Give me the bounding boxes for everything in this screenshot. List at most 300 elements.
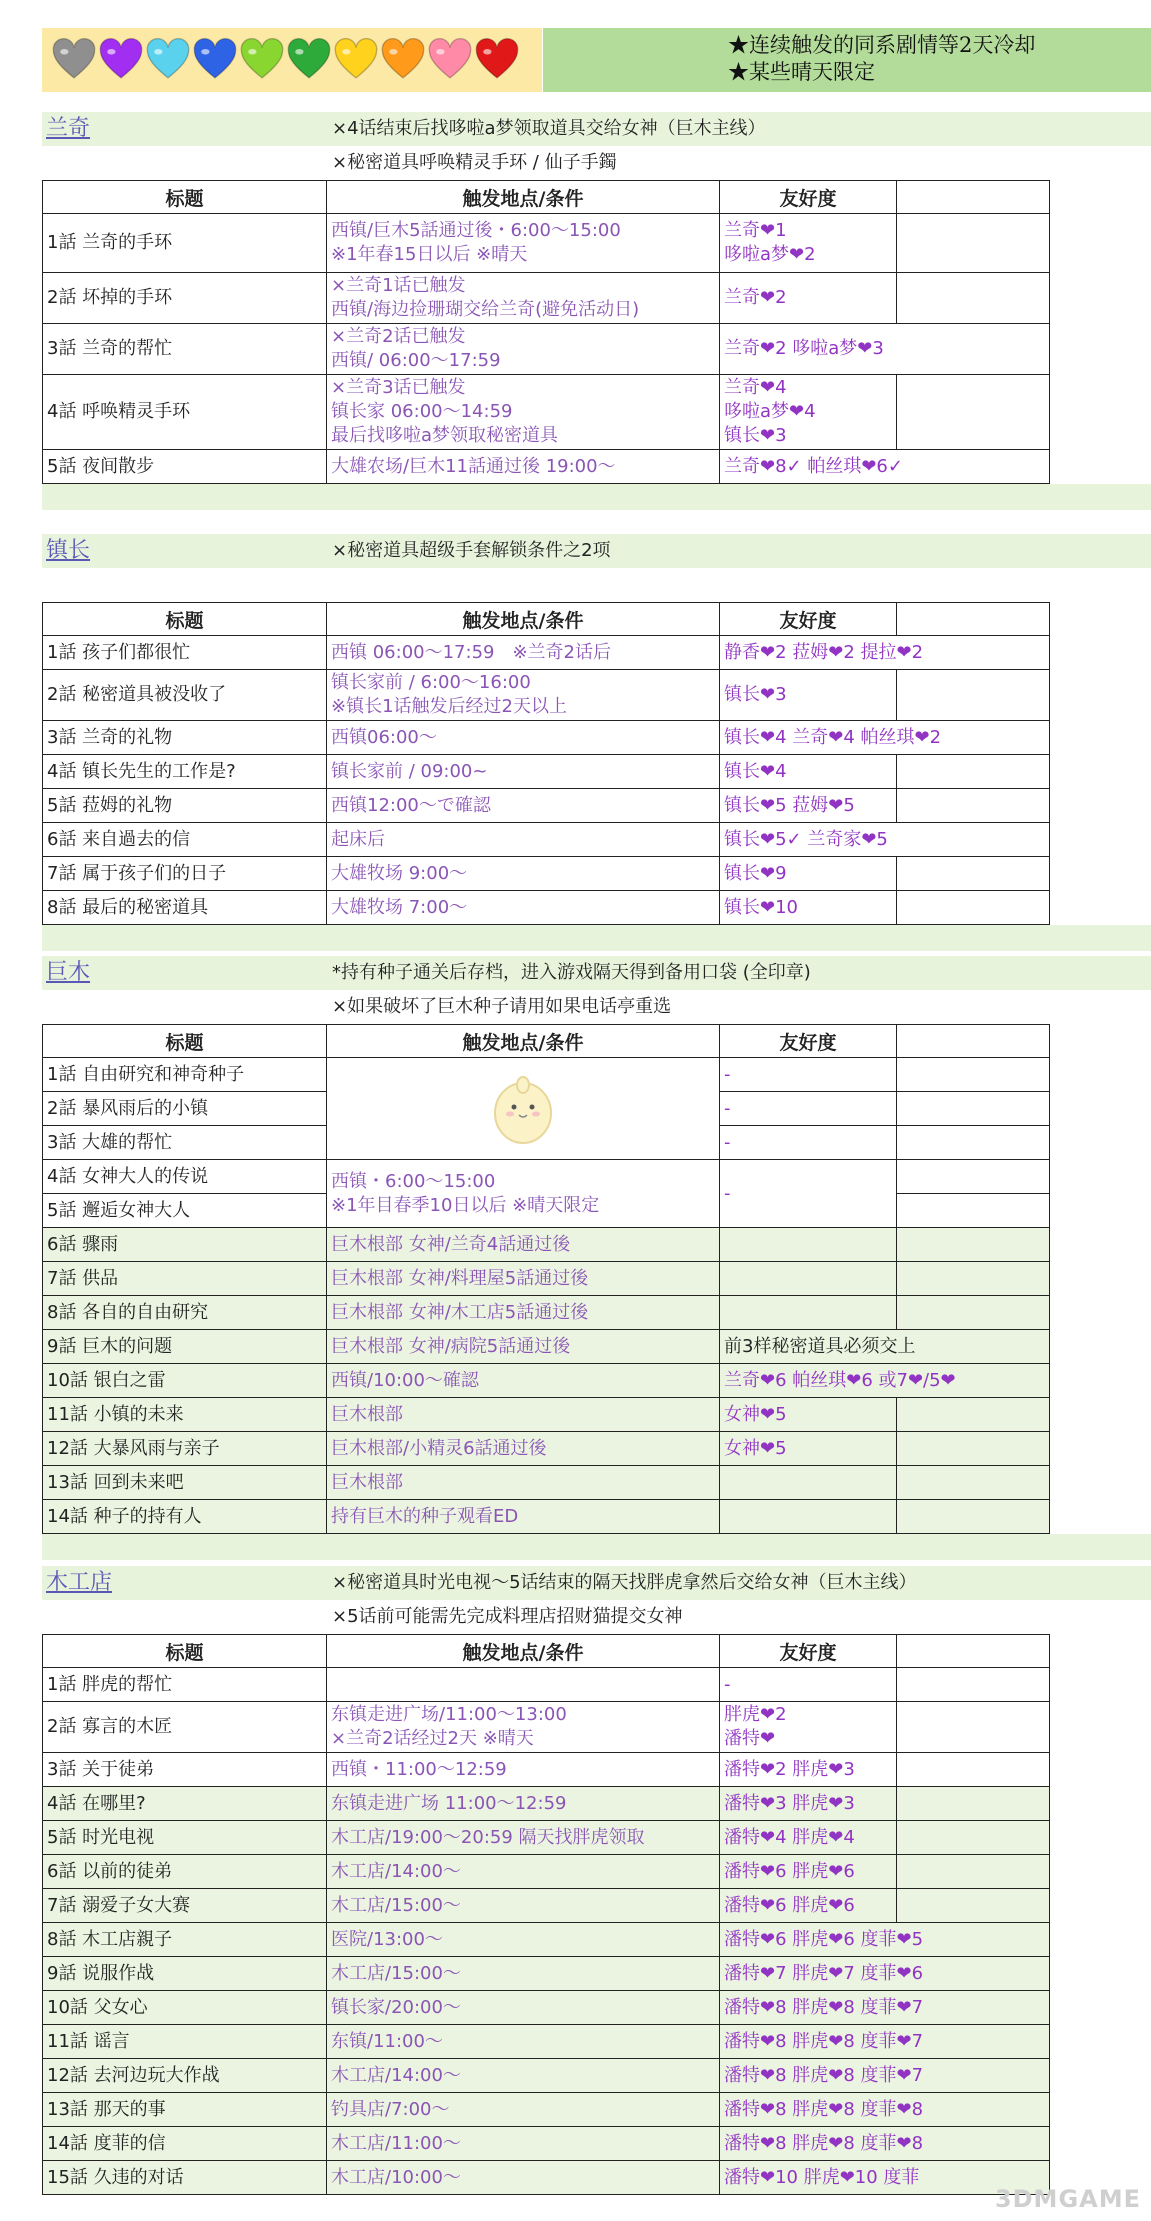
table-row <box>43 1923 1050 1957</box>
blank-cell <box>897 1126 1050 1160</box>
episode-condition <box>327 1821 720 1855</box>
cell-line: 镇长❤3 <box>724 425 787 446</box>
table-row <box>43 823 1050 857</box>
episode-friendship <box>720 1092 897 1126</box>
cell-line: 巨木根部 女神/病院5話通过後 <box>331 1335 571 1357</box>
section-note: *持有种子通关后存档，进入游戏隔天得到备用口袋 (全印章) <box>332 962 811 983</box>
episode-condition <box>327 2025 720 2059</box>
episode-friendship <box>720 214 897 273</box>
cell-line: 木工店/14:00～ <box>331 1860 461 1882</box>
episode-friendship <box>720 2025 1050 2059</box>
cooldown-notes <box>543 28 1151 92</box>
table-header-row <box>43 1025 1050 1058</box>
blank-cell <box>897 1262 1050 1296</box>
table-row <box>43 273 1050 324</box>
episode-title: 14話 种子的持有人 <box>43 1500 327 1534</box>
cell-line: 哆啦a梦❤2 <box>724 244 816 265</box>
cell-line: 潘特❤7 胖虎❤7 度菲❤6 <box>724 1962 924 1984</box>
header-blank <box>897 1635 1050 1668</box>
section-header <box>42 956 1151 1024</box>
episode-title: 7話 溺爱子女大赛 <box>43 1889 327 1923</box>
cell-line: 镇长家前 / 6:00～16:00 <box>331 672 531 693</box>
episode-condition <box>327 214 720 273</box>
table-header-row <box>43 603 1050 636</box>
episode-friendship <box>720 1855 897 1889</box>
cell-line: 镇长❤5 菈姆❤5 <box>724 794 855 816</box>
episode-condition <box>327 1787 720 1821</box>
blank-cell <box>897 1398 1050 1432</box>
cell-line: 潘特❤8 胖虎❤8 度菲❤7 <box>724 1996 924 2018</box>
header-condition: 触发地点/条件 <box>327 181 720 214</box>
blank-cell <box>897 1160 1050 1194</box>
episode-friendship <box>720 2127 1050 2161</box>
episode-title: 11話 小镇的未来 <box>43 1398 327 1432</box>
header-friendship: 友好度 <box>720 1025 897 1058</box>
episode-title: 4話 呼唤精灵手环 <box>43 375 327 450</box>
heart-icon <box>381 38 425 82</box>
episode-title: 12話 大暴风雨与亲子 <box>43 1432 327 1466</box>
episode-friendship <box>720 857 897 891</box>
cell-line: 兰奇❤1 <box>724 220 787 241</box>
cell-line: 西镇/巨木5話通过後・6:00～15:00 <box>331 220 621 241</box>
cell-line: 潘特❤3 胖虎❤3 <box>724 1792 855 1814</box>
table-row <box>43 1753 1050 1787</box>
episode-title: 4話 女神大人的传说 <box>43 1160 327 1194</box>
section-note: ×秘密道具呼唤精灵手环 / 仙子手鐲 <box>332 152 617 173</box>
episode-table <box>42 1024 1050 1534</box>
table-row <box>43 1398 1050 1432</box>
cell-line: 兰奇❤6 帕丝琪❤6 或7❤/5❤ <box>724 1369 956 1391</box>
episode-condition <box>327 1364 720 1398</box>
cell-line: 哆啦a梦❤4 <box>724 401 816 422</box>
table-row <box>43 2161 1050 2195</box>
section-title-link[interactable]: 木工店 <box>46 1570 113 1595</box>
table-row <box>43 375 1050 450</box>
episode-friendship <box>720 375 897 450</box>
cell-line: 镇长❤10 <box>724 896 798 918</box>
header-title: 标题 <box>43 1025 327 1058</box>
header-blank <box>897 1025 1050 1058</box>
cell-line: 巨木根部 女神/木工店5話通过後 <box>331 1301 589 1323</box>
table-row <box>43 2059 1050 2093</box>
table-row <box>43 1668 1050 1702</box>
blank-cell <box>897 214 1050 273</box>
episode-condition <box>327 1296 720 1330</box>
cell-line: - <box>724 1131 731 1153</box>
cell-line: 巨木根部/小精灵6話通过後 <box>331 1437 547 1459</box>
cell-line: - <box>724 1097 731 1119</box>
episode-friendship <box>720 755 897 789</box>
cell-line: 潘特❤10 胖虎❤10 度菲 <box>724 2166 920 2188</box>
table-row <box>43 1466 1050 1500</box>
episode-table <box>42 602 1050 925</box>
section-note: ×如果破坏了巨木种子请用如果电话亭重选 <box>332 996 672 1017</box>
table-row <box>43 789 1050 823</box>
heart-icon <box>287 38 331 82</box>
section-header <box>42 1566 1151 1634</box>
cell-line: 西镇・6:00～15:00 <box>331 1170 496 1192</box>
table-row <box>43 1821 1050 1855</box>
episode-condition <box>327 1753 720 1787</box>
cell-line: 西镇/海边捡珊瑚交给兰奇(避免活动日) <box>331 299 640 320</box>
header-friendship: 友好度 <box>720 1635 897 1668</box>
cell-line: 巨木根部 <box>331 1403 403 1425</box>
cell-line: 兰奇❤8✓ 帕丝琪❤6✓ <box>724 455 903 477</box>
episode-condition <box>327 1957 720 1991</box>
cell-line: 起床后 <box>331 828 385 850</box>
episode-condition <box>327 1262 720 1296</box>
table-row <box>43 324 1050 375</box>
episode-friendship <box>720 1668 897 1702</box>
blank-cell <box>897 670 1050 721</box>
cell-line: 钓具店/7:00～ <box>331 2098 450 2120</box>
cell-line: 胖虎❤2 <box>724 1704 787 1725</box>
episode-title: 5話 夜间散步 <box>43 450 327 484</box>
episode-friendship <box>720 1296 897 1330</box>
table-row <box>43 1058 1050 1092</box>
cell-line: 潘特❤8 胖虎❤8 度菲❤7 <box>724 2030 924 2052</box>
episode-friendship <box>720 1991 1050 2025</box>
episode-friendship <box>720 1398 897 1432</box>
blank-cell <box>897 375 1050 450</box>
blank-cell <box>897 857 1050 891</box>
episode-friendship <box>720 1889 897 1923</box>
table-row <box>43 450 1050 484</box>
section-header <box>42 112 1151 180</box>
episode-condition <box>327 857 720 891</box>
cell-line: 木工店/14:00～ <box>331 2064 461 2086</box>
section-spacer <box>42 925 1151 951</box>
episode-friendship <box>720 1160 897 1228</box>
cell-line: ※镇长1话触发后经过2天以上 <box>331 696 567 717</box>
episode-friendship <box>720 1753 897 1787</box>
cell-line: 潘特❤4 胖虎❤4 <box>724 1826 855 1848</box>
blank-cell <box>897 891 1050 925</box>
header-condition: 触发地点/条件 <box>327 603 720 636</box>
table-row <box>43 1702 1050 1753</box>
episode-title: 6話 来自過去的信 <box>43 823 327 857</box>
blank-cell <box>897 273 1050 324</box>
cell-line: 西镇・11:00～12:59 <box>331 1758 507 1780</box>
table-row <box>43 1364 1050 1398</box>
episode-title: 13話 那天的事 <box>43 2093 327 2127</box>
episode-condition <box>327 450 720 484</box>
heart-icon <box>99 38 143 82</box>
cell-line: 前3样秘密道具必须交上 <box>724 1335 916 1357</box>
section-spacer <box>42 484 1151 510</box>
cell-line: 潘特❤8 胖虎❤8 度菲❤7 <box>724 2064 924 2086</box>
cell-line: 潘特❤8 胖虎❤8 度菲❤8 <box>724 2132 924 2154</box>
table-row <box>43 1296 1050 1330</box>
episode-condition <box>327 1466 720 1500</box>
cell-line: ×兰奇2话已触发 <box>331 326 466 347</box>
cell-line: 西镇 06:00～17:59 ※兰奇2话后 <box>331 641 612 663</box>
episode-condition <box>327 2093 720 2127</box>
episode-friendship <box>720 2093 1050 2127</box>
episode-condition <box>327 324 720 375</box>
blank-cell <box>897 789 1050 823</box>
episode-title: 6話 骤雨 <box>43 1228 327 1262</box>
blank-cell <box>897 1228 1050 1262</box>
cell-line: ※1年目春季10日以后 ※晴天限定 <box>331 1194 600 1216</box>
episode-condition <box>327 1889 720 1923</box>
cell-line: 巨木根部 <box>331 1471 403 1493</box>
cell-line: 大雄牧场 7:00～ <box>331 896 468 918</box>
blank-cell <box>897 1787 1050 1821</box>
cell-line: 巨木根部 女神/兰奇4話通过後 <box>331 1233 571 1255</box>
cell-line: 潘特❤6 胖虎❤6 度菲❤5 <box>724 1928 924 1950</box>
episode-condition <box>327 1855 720 1889</box>
episode-friendship <box>720 273 897 324</box>
episode-title: 15話 久违的对话 <box>43 2161 327 2195</box>
episode-friendship <box>720 1957 1050 1991</box>
episode-friendship <box>720 1821 897 1855</box>
table-row <box>43 2025 1050 2059</box>
episode-friendship <box>720 1330 1050 1364</box>
episode-title: 4話 在哪里? <box>43 1787 327 1821</box>
cell-line: 潘特❤ <box>724 1728 776 1749</box>
cell-line: ×兰奇2话经过2天 ※晴天 <box>331 1728 534 1749</box>
cell-line: 兰奇❤4 <box>724 377 787 398</box>
cell-line: 镇长❤4 <box>724 760 787 782</box>
heart-icon <box>146 38 190 82</box>
blank-cell <box>897 1466 1050 1500</box>
table-row <box>43 1160 1050 1194</box>
cell-line: 潘特❤8 胖虎❤8 度菲❤8 <box>724 2098 924 2120</box>
header-title: 标题 <box>43 181 327 214</box>
episode-friendship <box>720 636 1050 670</box>
blank-cell <box>897 1296 1050 1330</box>
cell-line: 木工店/19:00～20:59 隔天找胖虎领取 <box>331 1826 645 1848</box>
cell-line: 潘特❤6 胖虎❤6 <box>724 1894 855 1916</box>
cell-line: 潘特❤2 胖虎❤3 <box>724 1758 855 1780</box>
episode-title: 2話 秘密道具被没收了 <box>43 670 327 721</box>
section-giant-tree <box>42 956 1151 1560</box>
episode-friendship <box>720 1228 897 1262</box>
header-condition: 触发地点/条件 <box>327 1025 720 1058</box>
section-title-link[interactable]: 巨木 <box>46 960 91 985</box>
table-row <box>43 636 1050 670</box>
cell-line: 西镇06:00～ <box>331 726 437 748</box>
heart-legend-strip <box>42 28 542 92</box>
episode-condition <box>327 1160 720 1228</box>
episode-friendship <box>720 1500 897 1534</box>
cell-line: ×兰奇3话已触发 <box>331 377 466 398</box>
section-note: ×秘密道具超级手套解锁条件之2项 <box>332 540 611 561</box>
blank-cell <box>897 755 1050 789</box>
episode-title: 3話 大雄的帮忙 <box>43 1126 327 1160</box>
blank-cell <box>897 1500 1050 1534</box>
table-row <box>43 1330 1050 1364</box>
table-row <box>43 1787 1050 1821</box>
episode-condition <box>327 891 720 925</box>
cell-line: 木工店/11:00～ <box>331 2132 461 2154</box>
heart-icon <box>193 38 237 82</box>
cell-line: 镇长家/20:00～ <box>331 1996 461 2018</box>
episode-friendship <box>720 721 1050 755</box>
section-title-link[interactable]: 兰奇 <box>46 116 91 141</box>
episode-condition <box>327 1668 720 1702</box>
cell-line: 木工店/15:00～ <box>331 1894 461 1916</box>
episode-title: 2話 寡言的木匠 <box>43 1702 327 1753</box>
episode-friendship <box>720 1466 897 1500</box>
episode-title: 10話 父女心 <box>43 1991 327 2025</box>
episode-condition <box>327 721 720 755</box>
cell-line: 巨木根部 女神/料理屋5話通过後 <box>331 1267 589 1289</box>
episode-condition <box>327 1500 720 1534</box>
table-row <box>43 1855 1050 1889</box>
mascot-cell <box>327 1058 720 1160</box>
mascot-icon <box>483 1069 563 1149</box>
watermark: 3DMGAME <box>994 2185 1141 2213</box>
episode-title: 13話 回到未来吧 <box>43 1466 327 1500</box>
cell-line: - <box>724 1063 731 1085</box>
episode-title: 7話 供品 <box>43 1262 327 1296</box>
header-friendship: 友好度 <box>720 603 897 636</box>
blank-cell <box>897 1058 1050 1092</box>
header-title: 标题 <box>43 1635 327 1668</box>
blank-cell <box>897 1702 1050 1753</box>
episode-title: 3話 兰奇的礼物 <box>43 721 327 755</box>
blank-cell <box>897 1855 1050 1889</box>
cell-line: 镇长❤4 兰奇❤4 帕丝琪❤2 <box>724 726 942 748</box>
cell-line: 木工店/15:00～ <box>331 1962 461 1984</box>
cell-line: 静香❤2 菈姆❤2 提拉❤2 <box>724 641 924 663</box>
cell-line: 西镇/10:00～確認 <box>331 1369 479 1391</box>
cell-line: 女神❤5 <box>724 1437 787 1459</box>
episode-title: 5話 菈姆的礼物 <box>43 789 327 823</box>
blank-cell <box>897 1668 1050 1702</box>
heart-icon <box>334 38 378 82</box>
episode-condition <box>327 1330 720 1364</box>
episode-friendship <box>720 450 1050 484</box>
episode-condition <box>327 1432 720 1466</box>
episode-condition <box>327 1702 720 1753</box>
episode-friendship <box>720 670 897 721</box>
cell-line: 木工店/10:00～ <box>331 2166 461 2188</box>
episode-condition <box>327 823 720 857</box>
table-row <box>43 1889 1050 1923</box>
header-condition: 触发地点/条件 <box>327 1635 720 1668</box>
episode-friendship <box>720 2059 1050 2093</box>
episode-title: 8話 最后的秘密道具 <box>43 891 327 925</box>
episode-title: 8話 木工店親子 <box>43 1923 327 1957</box>
cell-line: 东镇/11:00～ <box>331 2030 443 2052</box>
episode-friendship <box>720 891 897 925</box>
episode-condition <box>327 789 720 823</box>
episode-friendship <box>720 823 1050 857</box>
episode-title: 9話 巨木的问题 <box>43 1330 327 1364</box>
table-row <box>43 755 1050 789</box>
cell-line: 东镇走进广场 11:00～12:59 <box>331 1792 567 1814</box>
header-blank <box>897 603 1050 636</box>
episode-title: 11話 谣言 <box>43 2025 327 2059</box>
note-line: ★某些晴天限定 <box>728 60 875 84</box>
section-note: ×5话前可能需先完成料理店招财猫提交女神 <box>332 1606 683 1627</box>
cell-line: 潘特❤6 胖虎❤6 <box>724 1860 855 1882</box>
cell-line: 最后找哆啦a梦领取秘密道具 <box>331 425 559 446</box>
cell-line: 兰奇❤2 哆啦a梦❤3 <box>724 338 884 359</box>
cell-line: ×兰奇1话已触发 <box>331 275 466 296</box>
note-line: ★连续触发的同系剧情等2天冷却 <box>728 33 1036 57</box>
table-row <box>43 2127 1050 2161</box>
episode-title: 2話 坏掉的手环 <box>43 273 327 324</box>
blank-cell <box>897 1753 1050 1787</box>
header-friendship: 友好度 <box>720 181 897 214</box>
blank-cell <box>897 1092 1050 1126</box>
episode-condition <box>327 2127 720 2161</box>
blank-cell <box>897 1194 1050 1228</box>
episode-title: 5話 邂逅女神大人 <box>43 1194 327 1228</box>
cell-line: 女神❤5 <box>724 1403 787 1425</box>
header-title: 标题 <box>43 603 327 636</box>
section-carpenter <box>42 1566 1151 2195</box>
episode-title: 1話 兰奇的手环 <box>43 214 327 273</box>
table-header-row <box>43 1635 1050 1668</box>
episode-friendship <box>720 1702 897 1753</box>
cell-line: ※1年春15日以后 ※晴天 <box>331 244 528 265</box>
section-note: ×秘密道具时光电视～5话结束的隔天找胖虎拿然后交给女神（巨木主线） <box>332 1572 917 1593</box>
episode-condition <box>327 2161 720 2195</box>
blank-cell <box>897 1821 1050 1855</box>
episode-friendship <box>720 324 1050 375</box>
table-row <box>43 891 1050 925</box>
table-row <box>43 1991 1050 2025</box>
cell-line: 镇长家前 / 09:00~ <box>331 760 488 782</box>
section-mayor <box>42 534 1151 951</box>
table-row <box>43 2093 1050 2127</box>
episode-condition <box>327 1228 720 1262</box>
episode-title: 1話 胖虎的帮忙 <box>43 1668 327 1702</box>
episode-title: 14話 度菲的信 <box>43 2127 327 2161</box>
episode-title: 2話 暴风雨后的小镇 <box>43 1092 327 1126</box>
section-lanqi <box>42 112 1151 510</box>
table-header-row <box>43 181 1050 214</box>
episode-title: 4話 镇长先生的工作是? <box>43 755 327 789</box>
cell-line: 镇长❤5✓ 兰奇家❤5 <box>724 828 888 850</box>
episode-friendship <box>720 1787 897 1821</box>
episode-title: 9話 说服作战 <box>43 1957 327 1991</box>
episode-friendship <box>720 1058 897 1092</box>
cell-line: 西镇12:00～で確認 <box>331 794 491 816</box>
episode-friendship <box>720 1364 1050 1398</box>
heart-icon <box>428 38 472 82</box>
episode-table <box>42 180 1050 484</box>
episode-condition <box>327 375 720 450</box>
cell-line: - <box>724 1182 731 1204</box>
cell-line: 东镇走进广场/11:00～13:00 <box>331 1704 567 1725</box>
table-row <box>43 721 1050 755</box>
episode-condition <box>327 636 720 670</box>
cell-line: 镇长❤9 <box>724 862 787 884</box>
episode-friendship <box>720 1262 897 1296</box>
section-title-link[interactable]: 镇长 <box>46 538 91 563</box>
blank-cell <box>897 1889 1050 1923</box>
episode-condition <box>327 273 720 324</box>
table-row <box>43 1228 1050 1262</box>
episode-table <box>42 1634 1050 2195</box>
episode-condition <box>327 670 720 721</box>
table-row <box>43 1262 1050 1296</box>
episode-condition <box>327 1923 720 1957</box>
table-row <box>43 670 1050 721</box>
section-header <box>42 534 1151 602</box>
cell-line: - <box>724 1673 731 1695</box>
table-row <box>43 857 1050 891</box>
cell-line: 镇长❤3 <box>724 684 787 705</box>
episode-condition <box>327 755 720 789</box>
section-note: ×4话结束后找哆啦a梦领取道具交给女神（巨木主线） <box>332 118 766 139</box>
